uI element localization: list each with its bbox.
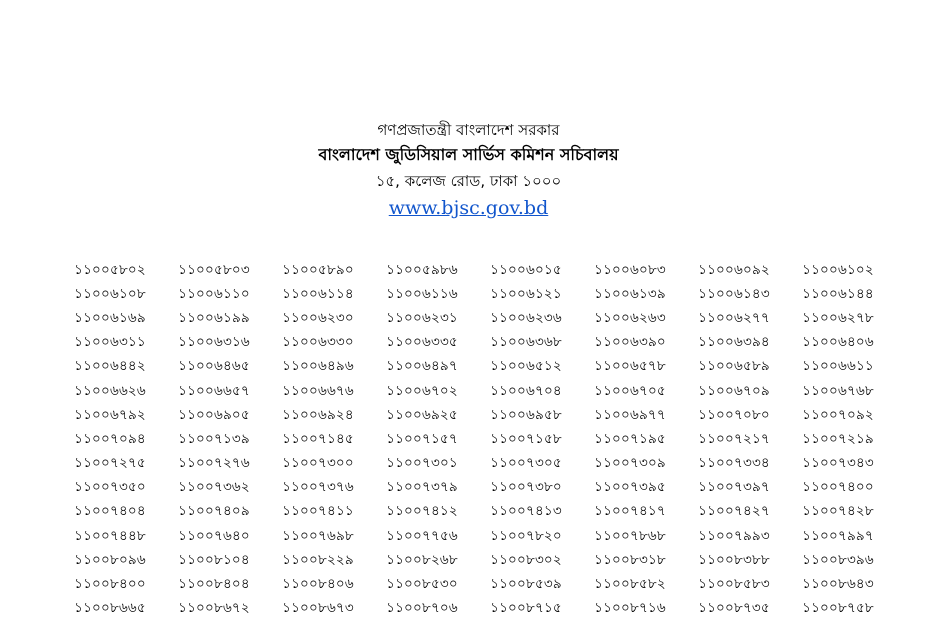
roll-number: ১১০০৮৭৩৫ bbox=[698, 600, 770, 617]
roll-number: ১১০০৬৯২৫ bbox=[386, 406, 458, 423]
roll-number: ১১০০৭১৯৫ bbox=[594, 430, 666, 447]
roll-number: ১১০০৬৭৬৮ bbox=[802, 382, 874, 399]
roll-number: ১১০০৭৪০০ bbox=[802, 479, 874, 496]
roll-number: ১১০০৮৪০৪ bbox=[178, 576, 250, 593]
roll-row bbox=[58, 572, 890, 596]
office-title: বাংলাদেশ জুডিসিয়াল সার্ভিস কমিশন সচিবালয় bbox=[318, 145, 619, 164]
roll-number: ১১০০৫৮০২ bbox=[74, 261, 146, 278]
roll-number: ১১০০৭৪০৯ bbox=[178, 503, 250, 520]
roll-number: ১১০০৬১৬৯ bbox=[74, 309, 146, 326]
roll-number: ১১০০৭৪২৭ bbox=[698, 503, 770, 520]
roll-number: ১১০০৭৭৫৬ bbox=[386, 527, 458, 544]
roll-number: ১১০০৬১৪৩ bbox=[698, 285, 770, 302]
roll-number: ১১০০৬৭০৪ bbox=[490, 382, 562, 399]
roll-number: ১১০০৭৪১২ bbox=[386, 503, 458, 520]
roll-number: ১১০০৭২৭৫ bbox=[74, 455, 146, 472]
roll-number: ১১০০৬৪৪২ bbox=[74, 358, 146, 375]
roll-number: ১১০০৬৯২৪ bbox=[282, 406, 354, 423]
roll-row bbox=[58, 355, 890, 379]
roll-number: ১১০০৬৫৮৯ bbox=[698, 358, 770, 375]
roll-row bbox=[58, 548, 890, 572]
roll-number: ১১০০৭৩৭৬ bbox=[282, 479, 354, 496]
roll-number: ১১০০৬৬৫৭ bbox=[178, 382, 250, 399]
roll-row bbox=[58, 427, 890, 451]
roll-number: ১১০০৬৭৯২ bbox=[74, 406, 146, 423]
roll-number: ১১০০৬২৬৩ bbox=[594, 309, 666, 326]
roll-number: ১১০০৭৯৯৭ bbox=[802, 527, 874, 544]
roll-number: ১১০০৮৫৮৩ bbox=[698, 576, 770, 593]
roll-number: ১১০০৭৩৫০ bbox=[74, 479, 146, 496]
roll-row bbox=[58, 452, 890, 476]
roll-number: ১১০০৭৩৪৩ bbox=[802, 455, 874, 472]
roll-number: ১১০০৫৮৯০ bbox=[282, 261, 354, 278]
roll-number: ১১০০৬৯৭৭ bbox=[594, 406, 666, 423]
roll-number: ১১০০৭২১৯ bbox=[802, 430, 874, 447]
roll-number: ১১০০৬৭০২ bbox=[386, 382, 458, 399]
roll-number: ১১০০৭৪১৭ bbox=[594, 503, 666, 520]
roll-number: ১১০০৮৩৮৮ bbox=[698, 551, 770, 568]
roll-number: ১১০০৮০৯৬ bbox=[74, 551, 146, 568]
roll-number: ১১০০৬৯০৫ bbox=[178, 406, 250, 423]
roll-number: ১১০০৭৩০৯ bbox=[594, 455, 666, 472]
roll-row bbox=[58, 524, 890, 548]
roll-number: ১১০০৮৩৯৬ bbox=[802, 551, 874, 568]
roll-number: ১১০০৬১২১ bbox=[490, 285, 562, 302]
roll-number: ১১০০৮৩০২ bbox=[490, 551, 562, 568]
roll-number: ১১০০৬৬২৬ bbox=[74, 382, 146, 399]
roll-number: ১১০০৭৬৯৮ bbox=[282, 527, 354, 544]
roll-number: ১১০০৬২৩১ bbox=[386, 309, 458, 326]
roll-number: ১১০০৭৩৭৯ bbox=[386, 479, 458, 496]
roll-number: ১১০০৬৩৬৮ bbox=[490, 334, 562, 351]
roll-number: ১১০০৬২৩০ bbox=[282, 309, 354, 326]
roll-number: ১১০০৬৩১৬ bbox=[178, 334, 250, 351]
roll-number: ১১০০৮৬৪৩ bbox=[802, 576, 874, 593]
roll-number: ১১০০৭৩৯৭ bbox=[698, 479, 770, 496]
roll-number: ১১০০৬৪০৬ bbox=[802, 334, 874, 351]
roll-number: ১১০০৬১৩৯ bbox=[594, 285, 666, 302]
roll-number: ১১০০৬০৮৩ bbox=[594, 261, 666, 278]
roll-number: ১১০০৭৯৯৩ bbox=[698, 527, 770, 544]
roll-number: ১১০০৭৩০৫ bbox=[490, 455, 562, 472]
roll-number: ১১০০৭৩০১ bbox=[386, 455, 458, 472]
roll-row bbox=[58, 379, 890, 403]
roll-number: ১১০০৮৬৭৩ bbox=[282, 600, 354, 617]
roll-number: ১১০০৭০৮০ bbox=[698, 406, 770, 423]
roll-number: ১১০০৫৮০৩ bbox=[178, 261, 250, 278]
roll-row bbox=[58, 500, 890, 524]
roll-number: ১১০০৬২৭৮ bbox=[802, 309, 874, 326]
roll-number: ১১০০৬৩৩৫ bbox=[386, 334, 458, 351]
roll-number: ১১০০৬৪৬৫ bbox=[178, 358, 250, 375]
roll-number: ১১০০৬১৯৯ bbox=[178, 309, 250, 326]
roll-number: ১১০০৭৪৪৮ bbox=[74, 527, 146, 544]
roll-number: ১১০০৭৬৪০ bbox=[178, 527, 250, 544]
roll-number: ১১০০৮৬৭২ bbox=[178, 600, 250, 617]
roll-number: ১১০০৭১৫৭ bbox=[386, 430, 458, 447]
roll-number: ১১০০৬৬১১ bbox=[802, 358, 874, 375]
roll-number: ১১০০৬৩৯৪ bbox=[698, 334, 770, 351]
roll-number: ১১০০৭৮২০ bbox=[490, 527, 562, 544]
roll-row bbox=[58, 282, 890, 306]
government-title: গণপ্রজাতন্ত্রী বাংলাদেশ সরকার bbox=[377, 121, 560, 139]
roll-number: ১১০০৮৫৩০ bbox=[386, 576, 458, 593]
roll-number: ১১০০৬১০৮ bbox=[74, 285, 146, 302]
roll-number: ১১০০৭১৪৫ bbox=[282, 430, 354, 447]
roll-number: ১১০০৬৪৯৬ bbox=[282, 358, 354, 375]
roll-number: ১১০০৬৭০৯ bbox=[698, 382, 770, 399]
roll-number: ১১০০৬১৪৪ bbox=[802, 285, 874, 302]
roll-number: ১১০০৮৬৬৫ bbox=[74, 600, 146, 617]
roll-number: ১১০০৬৩৩০ bbox=[282, 334, 354, 351]
office-address: ১৫, কলেজ রোড, ঢাকা ১০০০ bbox=[375, 172, 562, 190]
roll-number: ১১০০৫৯৮৬ bbox=[386, 261, 458, 278]
roll-row bbox=[58, 597, 890, 621]
roll-number: ১১০০৮৭৫৮ bbox=[802, 600, 874, 617]
roll-number: ১১০০৬২৩৬ bbox=[490, 309, 562, 326]
roll-number: ১১০০৬৩৯০ bbox=[594, 334, 666, 351]
roll-number: ১১০০৮৫৩৯ bbox=[490, 576, 562, 593]
roll-row bbox=[58, 331, 890, 355]
roll-number: ১১০০৮৩১৮ bbox=[594, 551, 666, 568]
roll-number: ১১০০৭৮৬৮ bbox=[594, 527, 666, 544]
roll-number: ১১০০৭০৯৪ bbox=[74, 430, 146, 447]
roll-number: ১১০০৬৫৭৮ bbox=[594, 358, 666, 375]
document-header bbox=[0, 118, 937, 222]
roll-number: ১১০০৭০৯২ bbox=[802, 406, 874, 423]
roll-number: ১১০০৬৯৫৮ bbox=[490, 406, 562, 423]
roll-number: ১১০০৬১১৪ bbox=[282, 285, 354, 302]
roll-row bbox=[58, 476, 890, 500]
roll-number: ১১০০৭১৩৯ bbox=[178, 430, 250, 447]
roll-number: ১১০০৬৬৭৬ bbox=[282, 382, 354, 399]
roll-number: ১১০০৭২৭৬ bbox=[178, 455, 250, 472]
roll-number: ১১০০৬৪৯৭ bbox=[386, 358, 458, 375]
roll-number: ১১০০৭৩৬২ bbox=[178, 479, 250, 496]
roll-number: ১১০০৭৪২৮ bbox=[802, 503, 874, 520]
roll-number: ১১০০৮৫৮২ bbox=[594, 576, 666, 593]
roll-number: ১১০০৭৩০০ bbox=[282, 455, 354, 472]
roll-number: ১১০০৭৩৮০ bbox=[490, 479, 562, 496]
roll-number: ১১০০৭৩৯৫ bbox=[594, 479, 666, 496]
roll-number: ১১০০৬২৭৭ bbox=[698, 309, 770, 326]
roll-number: ১১০০৮৭০৬ bbox=[386, 600, 458, 617]
roll-number: ১১০০৮১০৪ bbox=[178, 551, 250, 568]
roll-number: ১১০০৭৪০৪ bbox=[74, 503, 146, 520]
roll-number: ১১০০৮৭১৫ bbox=[490, 600, 562, 617]
roll-number: ১১০০৮২২৯ bbox=[282, 551, 354, 568]
roll-number: ১১০০৮২৬৮ bbox=[386, 551, 458, 568]
roll-number: ১১০০৮৪০৬ bbox=[282, 576, 354, 593]
roll-number-table bbox=[58, 258, 890, 621]
roll-number: ১১০০৬০৯২ bbox=[698, 261, 770, 278]
roll-number: ১১০০৬০১৫ bbox=[490, 261, 562, 278]
roll-number: ১১০০৮৪০০ bbox=[74, 576, 146, 593]
roll-row bbox=[58, 403, 890, 427]
roll-number: ১১০০৮৭১৬ bbox=[594, 600, 666, 617]
roll-number: ১১০০৭১৫৮ bbox=[490, 430, 562, 447]
roll-number: ১১০০৭২১৭ bbox=[698, 430, 770, 447]
roll-number: ১১০০৬৫১২ bbox=[490, 358, 562, 375]
roll-number: ১১০০৭৪১৩ bbox=[490, 503, 562, 520]
roll-number: ১১০০৬৭০৫ bbox=[594, 382, 666, 399]
roll-row bbox=[58, 306, 890, 330]
roll-number: ১১০০৭৩৩৪ bbox=[698, 455, 770, 472]
roll-number: ১১০০৬১১০ bbox=[178, 285, 250, 302]
roll-number: ১১০০৬১০২ bbox=[802, 261, 874, 278]
website-link[interactable]: www.bjsc.gov.bd bbox=[388, 197, 549, 219]
roll-number: ১১০০৬১১৬ bbox=[386, 285, 458, 302]
roll-row bbox=[58, 258, 890, 282]
roll-number: ১১০০৬৩১১ bbox=[74, 334, 146, 351]
roll-number: ১১০০৭৪১১ bbox=[282, 503, 354, 520]
